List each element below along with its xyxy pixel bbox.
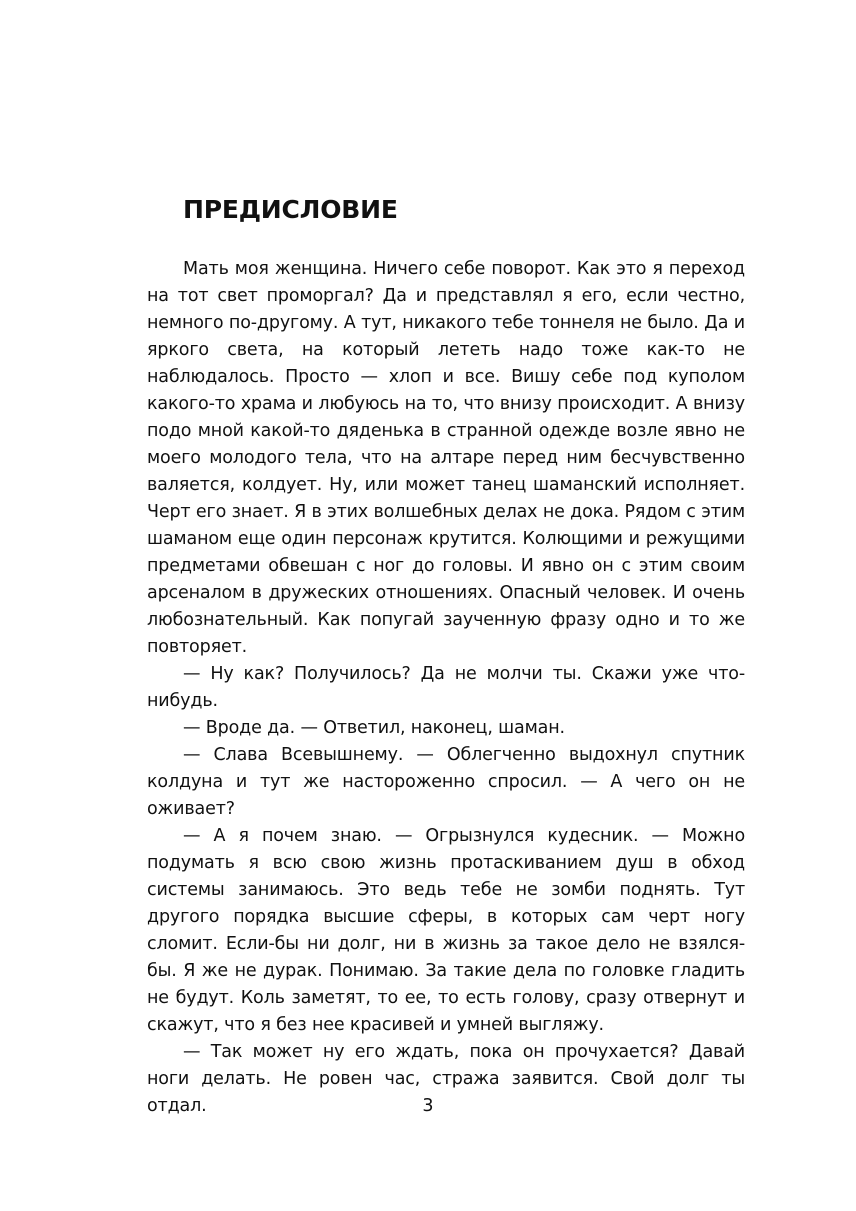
chapter-body — [147, 256, 745, 1120]
paragraph: Мать моя женщина. Ничего себе поворот. Как это я переход на тот свет проморгал? Да и представлял я его, если честно, немного по-другому. А тут, никакого тебе тоннеля не было. Да и яркого света, на который лететь надо тоже как-то не наблюдалось. Просто — хлоп и все. Вишу себе под куполом какого-то храма и любуюсь на то, что внизу происходит. А внизу подо мной какой-то дяденька в странной одежде возле явно не моего молодого тела, что на алтаре перед ним бесчувственно валяется, колдует. Ну, или может танец шаманский исполняет. Черт его знает. Я в этих волшебных делах не дока. Рядом с этим шаманом еще один персонаж крутится. Колющими и режущими предметами обвешан с ног до головы. И явно он с этим своим арсеналом в дружеских отношениях. Опасный человек. И очень любознательный. Как попугай заученную фразу одно и то же повторяет. — [147, 259, 745, 657]
chapter-title: ПРЕДИСЛОВИЕ — [183, 195, 398, 224]
paragraph: — Вроде да. — Ответил, наконец, шаман. — [183, 718, 565, 738]
paragraph: — А я почем знаю. — Огрызнулся кудесник. — Можно подумать я всю свою жизнь протаскиванием душ в обход системы занимаюсь. Это ведь тебе не зомби поднять. Тут другого порядка высшие сферы, в которых сам черт ногу сломит. Если-бы ни долг, ни в жизнь за такое дело не взялся-бы. Я же не дурак. Понимаю. За такие дела по головке гладить не будут. Коль заметят, то ее, то есть голову, сразу отвернут и скажут, что я без нее красивей и умней выгляжу. — [147, 826, 745, 1035]
page-number: 3 — [422, 1096, 434, 1116]
paragraph: — Ну как? Получилось? Да не молчи ты. Скажи уже что-нибудь. — [147, 664, 745, 711]
paragraph: — Слава Всевышнему. — Облегченно выдохнул спутник колдуна и тут же настороженно спросил. — А чего он не оживает? — [147, 745, 745, 819]
paragraph: — Так может ну его ждать, пока он прочухается? Давай ноги делать. Не ровен час, стража заявится. Свой долг ты отдал. — [147, 1042, 745, 1116]
